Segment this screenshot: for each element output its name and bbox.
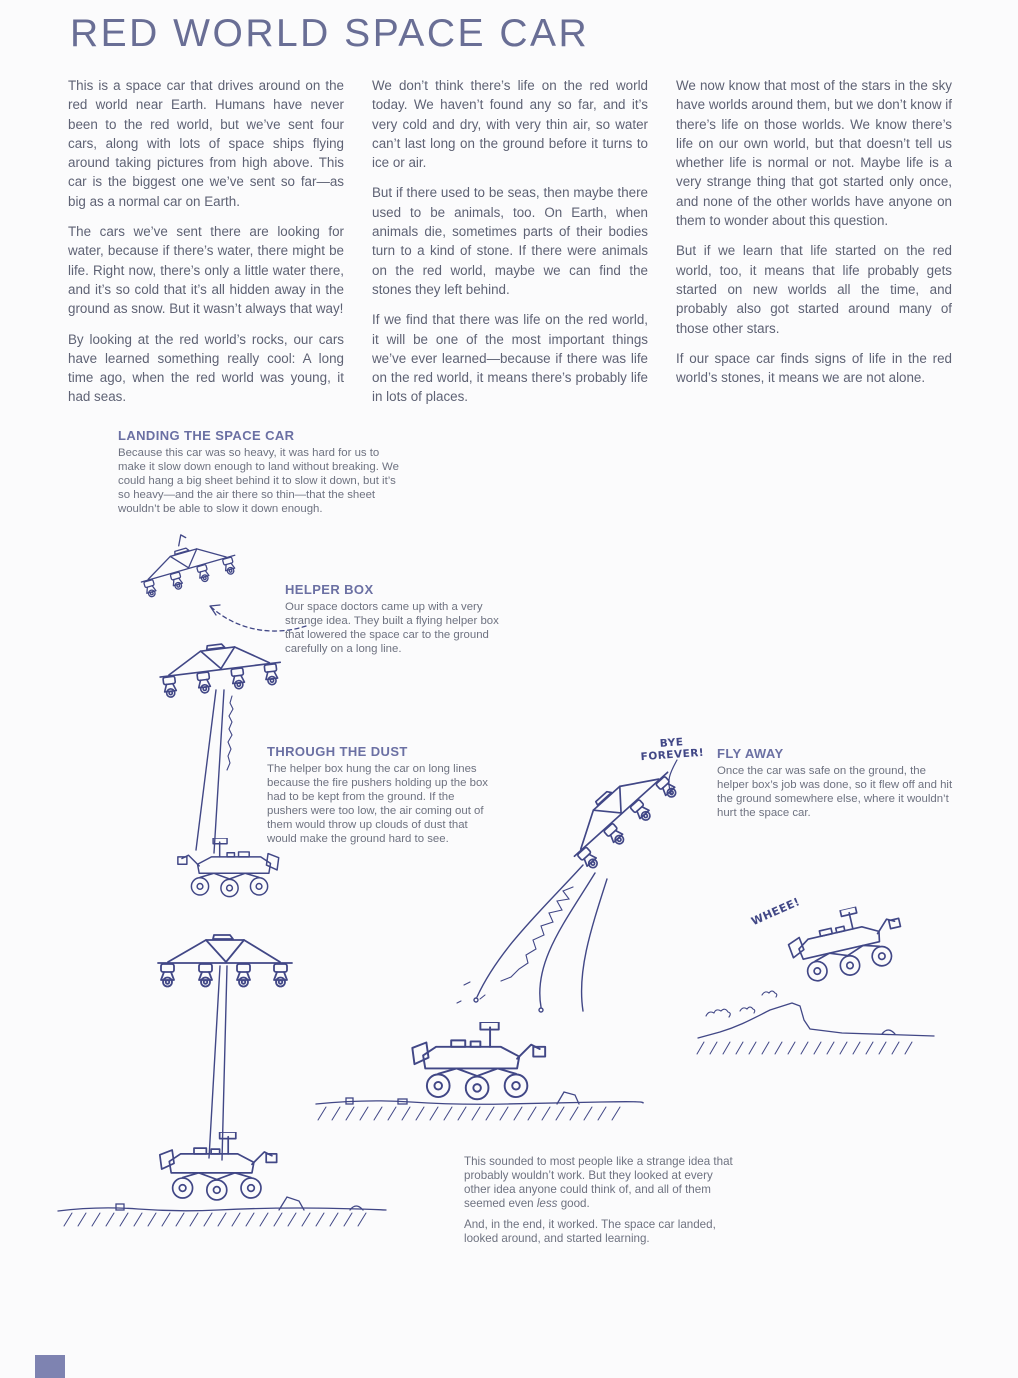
caption-italic-word: less xyxy=(536,1197,558,1211)
section-landing-body: Because this car was so heavy, it was hard for us to make it slow down enough to land without breaking. We could hang a big sheet behind it to slow it down, but it’s so heavy—and the air there so thin—that the sheet wouldn’t be able to slow it down enough. xyxy=(118,447,399,515)
section-helper-box-body: Our space doctors came up with a very strange idea. They built a flying helper box that lowered the space car to the ground carefully on a long line. xyxy=(285,601,499,655)
intro-paragraph: The cars we’ve sent there are looking for water, because if there’s water, there might be life. Right now, there’s only a little water there, and it’s so cold that it’s all hidden away in the ground as snow. But it wasn’t always that way! xyxy=(68,224,344,317)
section-through-the-dust-body: The helper box hung the car on long lines because the fire pushers holding up the box had to be kept from the ground. If the pushers were too low, the air coming out of them would throw up clouds of dust that would make the ground hard to see. xyxy=(267,763,489,845)
caption-paragraph-1 xyxy=(464,1155,740,1212)
intro-column-3 xyxy=(676,76,952,418)
section-landing xyxy=(118,428,410,517)
section-helper-box-title: HELPER BOX xyxy=(285,582,374,597)
bye-forever-label: BYE FOREVER! xyxy=(640,736,705,764)
intro-paragraph: But if there used to be seas, then maybe there used to be animals, too. On Earth, when animals die, sometimes parts of their bodies turn to a kind of stone. If there were animals on the red world, maybe we can find the stones they left behind. xyxy=(372,185,648,297)
section-fly-away-title: FLY AWAY xyxy=(717,746,784,761)
page-title: RED WORLD SPACE CAR xyxy=(70,12,590,55)
caption-text: This sounded to most people like a strange idea that probably wouldn’t work. But they looked at every other idea anyone could think of, and all of them seemed even xyxy=(464,1155,733,1211)
intro-paragraph: If our space car finds signs of life in the red world’s stones, it means we are not alone. xyxy=(676,350,952,386)
wheee-label: WHEEE! xyxy=(749,895,802,929)
fly-away-drawing xyxy=(425,757,721,1019)
landed-rover-drawing xyxy=(312,1016,646,1128)
intro-paragraph: We now know that most of the stars in the sky have worlds around them, but we don’t know if there’s life on those worlds. We know there’s life on our own world, but that doesn’t tell us whether life is normal or not. Maybe life is a very strange thing that got started only once, and none of the other worlds have anyone on them to wonder about this question. xyxy=(676,78,952,229)
intro-column-1 xyxy=(68,76,344,418)
intro-paragraph: If we find that there was life on the red world, it will be one of the most important things we’ve ever learned—because if there was life on the red world, it means there’s probably life in lots of places. xyxy=(372,312,648,405)
section-landing-title: LANDING THE SPACE CAR xyxy=(118,428,295,443)
page-corner-mark xyxy=(35,1355,65,1378)
section-fly-away-body: Once the car was safe on the ground, the helper box’s job was done, so it flew off and hit the ground somewhere else, where it wouldn’t hurt the space car. xyxy=(717,765,953,819)
bottom-caption xyxy=(464,1155,740,1252)
intro-column-2 xyxy=(372,76,648,418)
intro-paragraph: We don’t think there’s life on the red world today. We haven’t found any so far, and it’s very cold and dry, with very thin air, so water can’t last long on the ground before it turns to ice or air. xyxy=(372,78,648,171)
intro-columns xyxy=(68,76,952,418)
section-through-the-dust-title: THROUGH THE DUST xyxy=(267,744,408,759)
intro-paragraph: But if we learn that life started on the red world, too, it means that life probably gets started on new worlds all the time, and probably also got started around many of those other stars. xyxy=(676,243,952,336)
section-fly-away xyxy=(717,746,955,821)
intro-paragraph: By looking at the red world’s rocks, our cars have learned something really cool: A long time ago, when the red world was young, it had seas. xyxy=(68,331,344,405)
section-helper-box xyxy=(285,582,501,657)
intro-paragraph: This is a space car that drives around on the red world near Earth. Humans have never been to the red world, but we’ve sent four cars, along with lots of space ships flying around taking pictures from high above. This car is the biggest one we’ve sent so far—as big as a normal car on Earth. xyxy=(68,78,344,209)
caption-text: good. xyxy=(557,1197,590,1211)
rover-downhill-drawing xyxy=(692,894,944,1056)
caption-paragraph-2: And, in the end, it worked. The space car landed, looked around, and started learning. xyxy=(464,1217,716,1245)
